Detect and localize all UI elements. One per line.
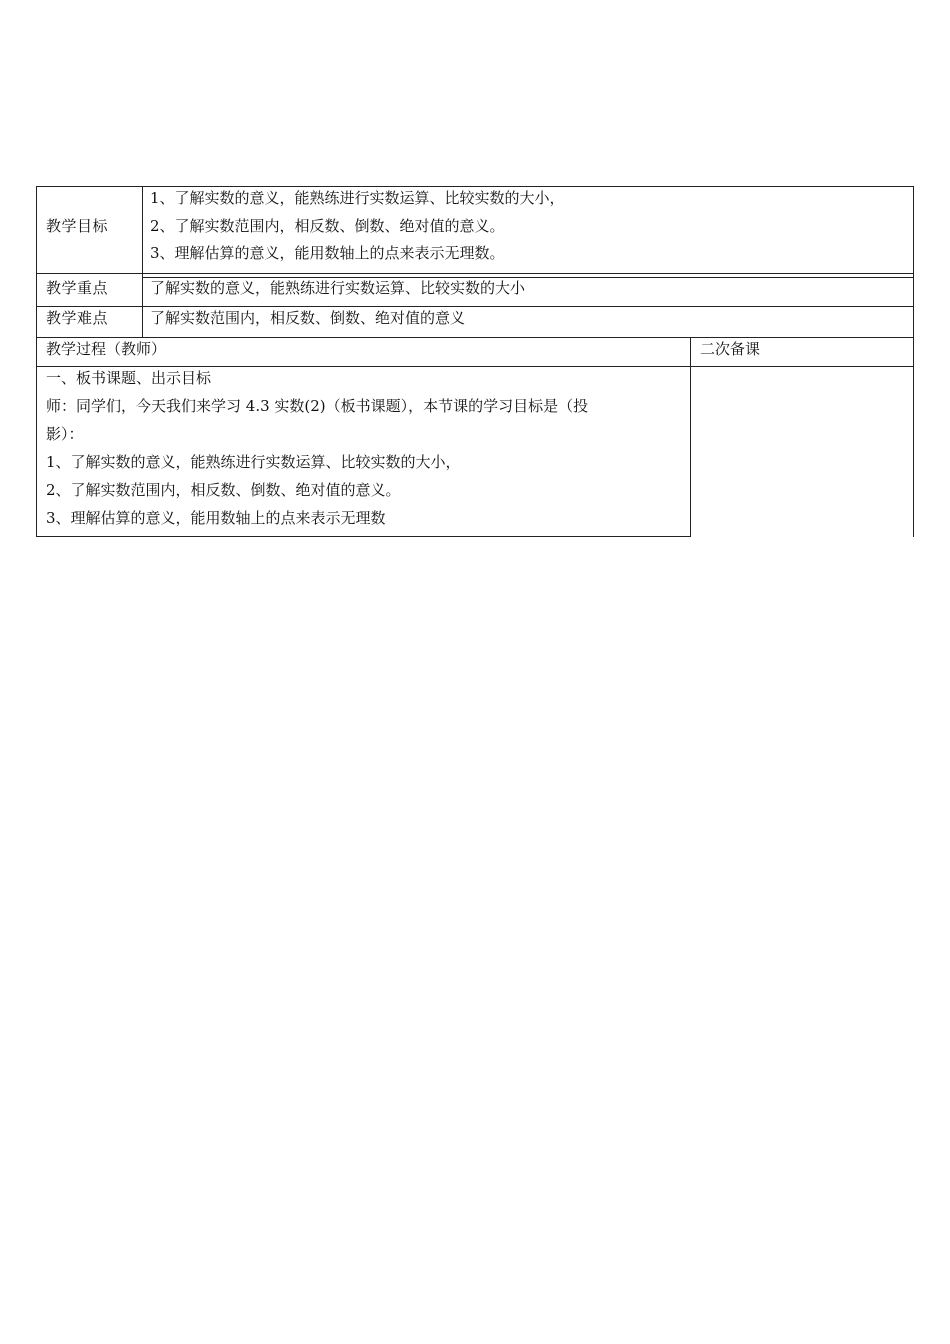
table-divider-process bbox=[36, 337, 914, 338]
secondary-prep-header: 二次备课 bbox=[700, 340, 761, 358]
difficulties-text: 了解实数范围内，相反数、倒数、绝对值的意义 bbox=[150, 309, 466, 327]
table-divider-difficulties bbox=[36, 306, 914, 307]
table-secondary-column-divider bbox=[690, 337, 691, 537]
table-label-column-divider bbox=[142, 186, 143, 337]
key-points-text: 了解实数的意义，能熟练进行实数运算、比较实数的大小 bbox=[150, 279, 526, 297]
table-border-top bbox=[36, 186, 914, 187]
key-points-label: 教学重点 bbox=[46, 279, 109, 297]
table-border-bottom bbox=[36, 536, 690, 537]
objective-item-2: 2、了解实数范围内，相反数、倒数、绝对值的意义。 bbox=[150, 217, 505, 235]
difficulties-label: 教学难点 bbox=[46, 309, 109, 327]
process-line-2: 师：同学们，今天我们来学习 4.3 实数(2)（板书课题），本节课的学习目标是（投 bbox=[46, 397, 589, 415]
process-line-6: 3、理解估算的意义，能用数轴上的点来表示无理数 bbox=[46, 509, 386, 527]
objective-item-1: 1、了解实数的意义，能熟练进行实数运算、比较实数的大小， bbox=[150, 189, 565, 207]
process-header: 教学过程（教师） bbox=[46, 340, 167, 358]
table-border-right bbox=[913, 186, 914, 537]
process-line-3: 影）： bbox=[46, 425, 84, 443]
process-line-1: 一、板书课题、出示目标 bbox=[46, 369, 212, 387]
process-line-4: 1、了解实数的意义，能熟练进行实数运算、比较实数的大小， bbox=[46, 453, 461, 471]
process-line-5: 2、了解实数范围内，相反数、倒数、绝对值的意义。 bbox=[46, 481, 401, 499]
objective-item-3: 3、理解估算的意义，能用数轴上的点来表示无理数。 bbox=[150, 244, 505, 262]
table-divider-objectives bbox=[36, 273, 914, 274]
table-border-left bbox=[36, 186, 37, 537]
objectives-label: 教学目标 bbox=[46, 217, 109, 235]
table-divider-process-header bbox=[36, 366, 914, 367]
